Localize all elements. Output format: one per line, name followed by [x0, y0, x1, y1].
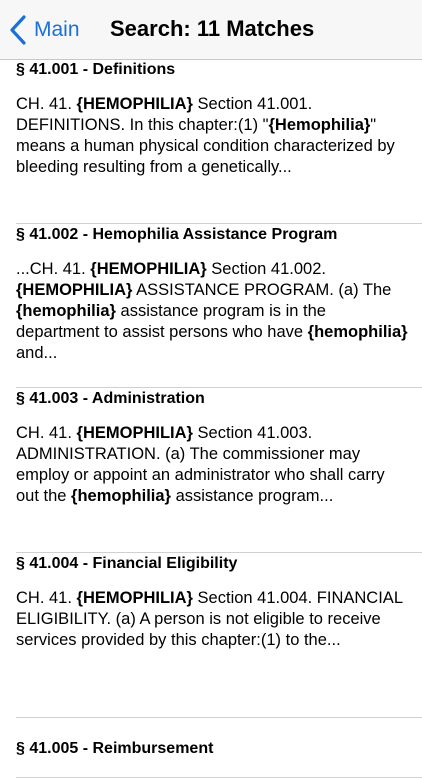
- snippet-text: CH. 41.: [16, 424, 77, 442]
- result-heading: § 41.004 - Financial Eligibility: [16, 555, 238, 572]
- page-title: Search: 11 Matches: [110, 16, 315, 41]
- highlighted-term: {hemophilia}: [16, 302, 116, 320]
- snippet-text: assistance program is in the department to assist persons who have: [16, 302, 326, 341]
- result-snippet: [16, 259, 412, 364]
- highlighted-term: {HEMOPHILIA}: [16, 281, 133, 299]
- back-button-label: Main: [34, 18, 80, 41]
- snippet-text: Section 41.004. FINANCIAL ELIGIBILITY. (a) A person is not eligible to receive services provided by this chapter:(1) to the...: [16, 589, 403, 649]
- result-snippet: [16, 588, 412, 651]
- snippet-text: Section 41.003. ADMINISTRATION. (a) The commissioner may employ or appoint an administrator who shall carry out the: [16, 424, 385, 505]
- search-result-item[interactable]: [0, 60, 422, 224]
- result-snippet: [16, 94, 412, 178]
- snippet-text: Section 41.002.: [206, 260, 326, 278]
- back-button[interactable]: [8, 12, 80, 48]
- result-heading: § 41.002 - Hemophilia Assistance Program: [16, 226, 338, 243]
- result-heading: § 41.003 - Administration: [16, 390, 205, 407]
- search-result-item[interactable]: [0, 553, 422, 718]
- chevron-left-icon: [8, 14, 28, 46]
- snippet-text: Section 41.001. DEFINITIONS. In this chapter:(1) ": [16, 95, 313, 134]
- snippet-text: assistance program...: [170, 487, 334, 505]
- snippet-text: ASSISTANCE PROGRAM. (a) The: [132, 281, 392, 299]
- search-result-item[interactable]: [0, 718, 422, 778]
- highlighted-term: {HEMOPHILIA}: [76, 424, 193, 442]
- highlighted-term: {hemophilia}: [307, 323, 408, 341]
- highlighted-term: {HEMOPHILIA}: [90, 260, 207, 278]
- snippet-text: CH. 41.: [16, 95, 77, 113]
- highlighted-term: {HEMOPHILIA}: [76, 589, 193, 607]
- snippet-text: ...CH. 41.: [16, 260, 91, 278]
- navigation-bar: [0, 0, 422, 60]
- search-result-item[interactable]: [0, 224, 422, 388]
- search-results-list: [0, 60, 422, 778]
- highlighted-term: {hemophilia}: [71, 487, 171, 505]
- highlighted-term: {HEMOPHILIA}: [76, 95, 193, 113]
- snippet-text: CH. 41.: [16, 589, 77, 607]
- result-snippet: [16, 423, 412, 507]
- result-heading: § 41.001 - Definitions: [16, 61, 176, 78]
- search-result-item[interactable]: [0, 388, 422, 553]
- snippet-text: " means a human physical condition characterized by bleeding resulting from a genetically...: [16, 116, 395, 176]
- result-heading: § 41.005 - Reimbursement: [16, 740, 214, 757]
- snippet-text: and...: [16, 344, 58, 362]
- highlighted-term: {Hemophilia}: [268, 116, 371, 134]
